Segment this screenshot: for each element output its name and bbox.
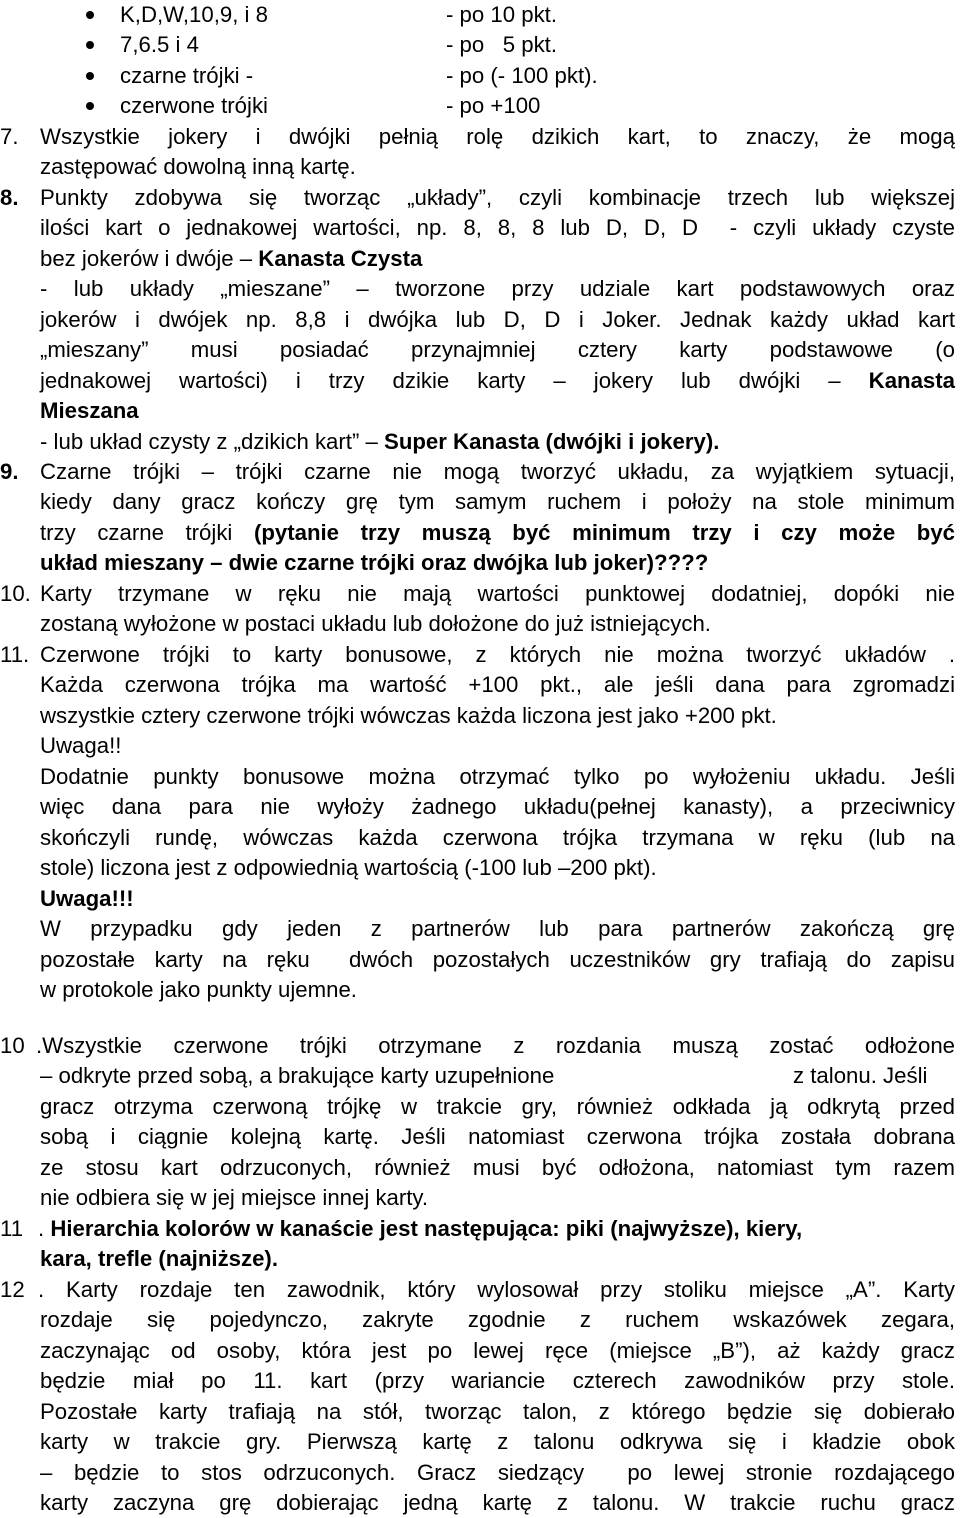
rule-text: . Karty rozdaje ten zawodnik, który wylosował przy stoliku miejsce „A”. Karty xyxy=(38,1277,955,1302)
rule-text xyxy=(40,518,955,548)
rule-number: 10 xyxy=(0,1033,25,1058)
rule-text: zostaną wyłożone w postaci układu lub dołożone do już istniejących. xyxy=(40,611,711,636)
rule-text: ilości kart o jednakowej wartości, np. 8, 8, 8 lub D, D, D - czyli układy czyste xyxy=(40,215,955,240)
rule-text: karty w trakcie gry. Pierwszą kartę z talonu odkrywa się i kładzie obok xyxy=(40,1429,955,1454)
rule-text: rozdaje się pojedynczo, zakryte zgodnie z ruchem wskazówek zegara, xyxy=(40,1307,955,1332)
rule-text: – będzie to stos odrzuconych. Gracz siedzący po lewej stronie rozdającego xyxy=(40,1460,955,1485)
rule-text: gracz otrzyma czerwoną trójkę w trakcie gry, również odkłada ją odkrytą przed xyxy=(40,1094,955,1119)
rule-text xyxy=(40,427,719,457)
bullet-icon xyxy=(86,41,94,49)
rule-text-part: trzy czarne trójki xyxy=(40,520,254,545)
rule-text: kiedy dany gracz kończy grę tym samym ruchem i położy na stole minimum xyxy=(40,489,955,514)
warning-label: Uwaga!! xyxy=(40,733,122,758)
rule-text xyxy=(40,366,955,396)
score-value: - po 5 pkt. xyxy=(446,32,557,57)
rule-text: „mieszany” musi posiadać przynajmniej cztery karty podstawowe (o xyxy=(40,337,955,362)
rule-text: stole) liczona jest z odpowiednią wartością (-100 lub –200 pkt). xyxy=(40,855,657,880)
rule-number: 8. xyxy=(0,185,19,210)
rule-text: zastępować dowolną inną kartę. xyxy=(40,154,356,179)
rule-text xyxy=(40,1061,554,1091)
rule-text: Każda czerwona trójka ma wartość +100 pkt., ale jeśli dana para zgromadzi xyxy=(40,672,955,697)
warning-label: Uwaga!!! xyxy=(40,886,134,911)
suit-hierarchy: kara, trefle (najniższe). xyxy=(40,1246,278,1271)
score-label: czarne trójki - xyxy=(120,63,254,88)
bullet-icon xyxy=(86,72,94,80)
score-label: czerwone trójki xyxy=(120,93,268,118)
term-kanasta-czysta: Kanasta Czysta xyxy=(258,246,423,271)
rule-text: zaczynając od osoby, która jest po lewej ręce (miejsce „B”), aż każdy gracz xyxy=(40,1338,955,1363)
score-value: - po (- 100 pkt). xyxy=(446,63,598,88)
rule-text: Dodatnie punkty bonusowe można otrzymać tylko po wyłożeniu układu. Jeśli xyxy=(40,764,955,789)
score-value: - po +100 xyxy=(446,93,541,118)
rule-text xyxy=(40,244,422,274)
bullet-icon xyxy=(86,11,94,19)
rule-number: 11 xyxy=(0,1216,24,1241)
rule-text: sobą i ciągnie kolejną kartę. Jeśli natomiast czerwona trójka została dobrana xyxy=(40,1124,955,1149)
rule-question: (pytanie trzy muszą być minimum trzy i czy może być xyxy=(253,520,955,545)
term-mieszana: Mieszana xyxy=(40,398,139,423)
rule-text: W przypadku gdy jeden z partnerów lub para partnerów zakończą grę xyxy=(40,916,955,941)
rule-question: układ mieszany – dwie czarne trójki oraz dwójka lub joker)???? xyxy=(40,550,709,575)
rule-text: skończyli rundę, wówczas każda czerwona trójka trzymana w ręku (lub na xyxy=(40,825,955,850)
rule-number: 12 xyxy=(0,1277,25,1302)
rule-text: w protokole jako punkty ujemne. xyxy=(40,977,357,1002)
rule-text xyxy=(38,1214,802,1244)
rule-text: Czarne trójki – trójki czarne nie mogą tworzyć układu, za wyjątkiem sytuacji, xyxy=(40,459,955,484)
rule-text-part: z talonu. Jeśli xyxy=(793,1063,928,1088)
rule-text: Pozostałe karty trafiają na stół, tworząc talon, z którego będzie się dobierało xyxy=(40,1399,955,1424)
rule-number: 11. xyxy=(0,642,30,667)
term-super-kanasta: Super Kanasta (dwójki i jokery). xyxy=(384,429,720,454)
rule-text: będzie miał po 11. kart (przy wariancie czterech zawodników przy stole. xyxy=(40,1368,955,1393)
rule-text: jokerów i dwójek np. 8,8 i dwójka lub D, D i Joker. Jednak każdy układ kart xyxy=(40,307,955,332)
rule-number: 7. xyxy=(0,124,19,149)
term-kanasta: Kanasta xyxy=(868,368,955,393)
score-value: - po 10 pkt. xyxy=(446,2,558,27)
rule-text-part: . xyxy=(38,1216,51,1241)
rule-text: .Wszystkie czerwone trójki otrzymane z rozdania muszą zostać odłożone xyxy=(36,1033,955,1058)
rule-text: nie odbiera się w jej miejsce innej karty. xyxy=(40,1185,429,1210)
rule-text: wszystkie cztery czerwone trójki wówczas każda liczona jest jako +200 pkt. xyxy=(40,703,777,728)
rule-text: więc dana para nie wyłoży żadnego układu(pełnej kanasty), a przeciwnicy xyxy=(40,794,955,819)
rule-number: 10. xyxy=(0,581,31,606)
rule-text: ze stosu kart odrzuconych, również musi być odłożona, natomiast tym razem xyxy=(40,1155,955,1180)
rule-text: Karty trzymane w ręku nie mają wartości punktowej dodatniej, dopóki nie xyxy=(40,581,955,606)
bullet-icon xyxy=(86,102,94,110)
rule-text: karty zaczyna grę dobierając jedną kartę z talonu. W trakcie ruchu gracz xyxy=(40,1490,955,1515)
rule-text: Punkty zdobywa się tworząc „układy”, czyli kombinacje trzech lub większej xyxy=(40,185,955,210)
score-label: 7,6.5 i 4 xyxy=(120,32,199,57)
suit-hierarchy: Hierarchia kolorów w kanaście jest następująca: piki (najwyższe), kiery, xyxy=(50,1216,803,1241)
rule-number: 9. xyxy=(0,459,19,484)
rule-text-part: jednakowej wartości) i trzy dzikie karty – jokery lub dwójki – xyxy=(40,368,869,393)
rule-text: Czerwone trójki to karty bonusowe, z których nie można tworzyć układów . xyxy=(40,642,955,667)
rule-text: - lub układy „mieszane” – tworzone przy udziale kart podstawowych oraz xyxy=(40,276,955,301)
rule-text-part: - lub układ czysty z „dzikich kart” – xyxy=(40,429,385,454)
score-label: K,D,W,10,9, i 8 xyxy=(120,2,268,27)
rule-text-part: – odkryte przed sobą, a brakujące karty uzupełnione xyxy=(40,1063,555,1088)
rule-text: pozostałe karty na ręku dwóch pozostałych uczestników gry trafiają do zapisu xyxy=(40,947,955,972)
rule-text: Wszystkie jokery i dwójki pełnią rolę dzikich kart, to znaczy, że mogą xyxy=(40,124,955,149)
rule-text-part: bez jokerów i dwóje – xyxy=(40,246,259,271)
